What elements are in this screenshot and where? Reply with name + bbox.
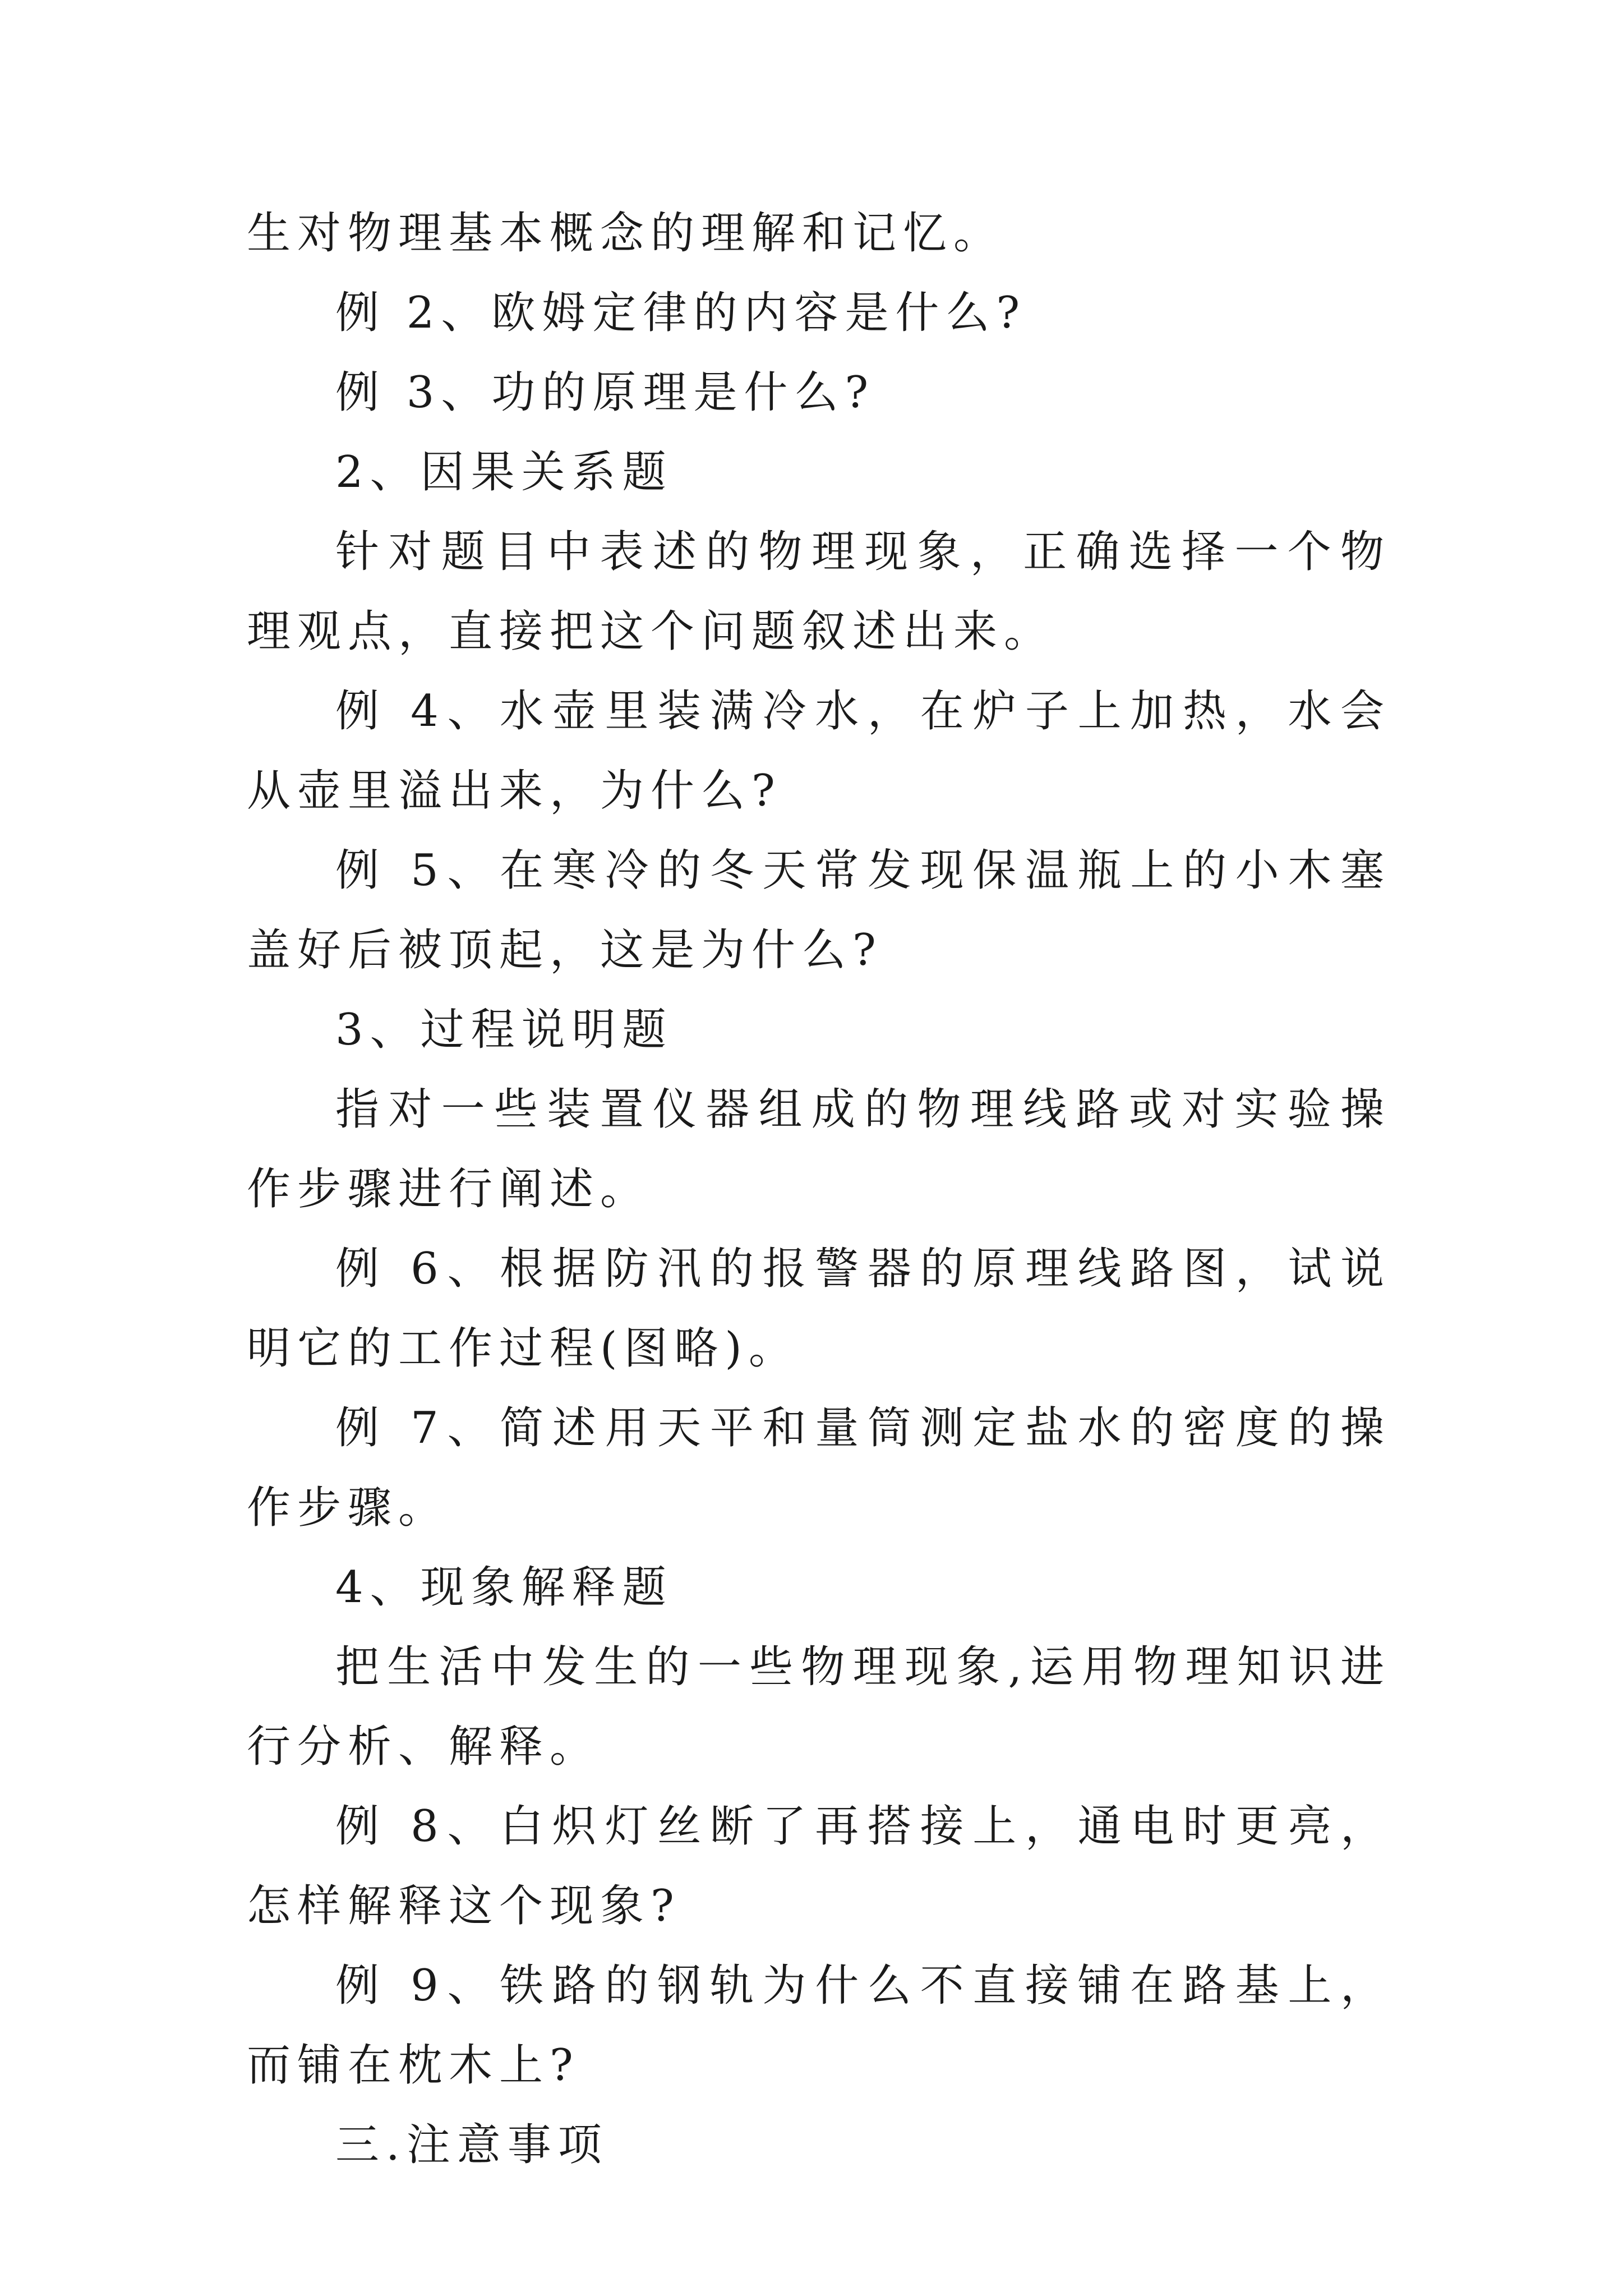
section-heading: 4、现象解释题: [335, 1562, 673, 1613]
document-body: [247, 194, 1391, 2185]
paragraph: 例 8、白炽灯丝断了再搭接上，通电时更亮，怎样解释这个现象?: [247, 1801, 1391, 1931]
paragraph: 例 4、水壶里装满冷水，在炉子上加热，水会从壶里溢出来，为什么?: [247, 686, 1391, 816]
paragraph: 指对一些装置仪器组成的物理线路或对实验操作步骤进行阐述。: [247, 1084, 1391, 1214]
paragraph: 例 9、铁路的钢轨为什么不直接铺在路基上，而铺在枕木上?: [247, 1961, 1391, 2091]
paragraph: 针对题目中表述的物理现象，正确选择一个物理观点，直接把这个问题叙述出来。: [247, 527, 1391, 657]
section-heading: 3、过程说明题: [335, 1005, 673, 1055]
paragraph: 例 5、在寒冷的冬天常发现保温瓶上的小木塞盖好后被顶起，这是为什么?: [247, 845, 1391, 976]
paragraph: 生对物理基本概念的理解和记忆。: [247, 208, 1004, 259]
section-heading: 三.注意事项: [335, 2120, 608, 2170]
paragraph: 把生活中发生的一些物理现象,运用物理知识进行分析、解释。: [247, 1642, 1391, 1772]
section-heading: 2、因果关系题: [335, 447, 673, 498]
paragraph: 例 2、欧姆定律的内容是什么?: [335, 288, 1027, 338]
paragraph: 例 3、功的原理是什么?: [335, 367, 875, 418]
paragraph: 例 6、根据防汛的报警器的原理线路图，试说明它的工作过程(图略)。: [247, 1244, 1391, 1374]
paragraph: 例 7、简述用天平和量筒测定盐水的密度的操作步骤。: [247, 1403, 1391, 1533]
